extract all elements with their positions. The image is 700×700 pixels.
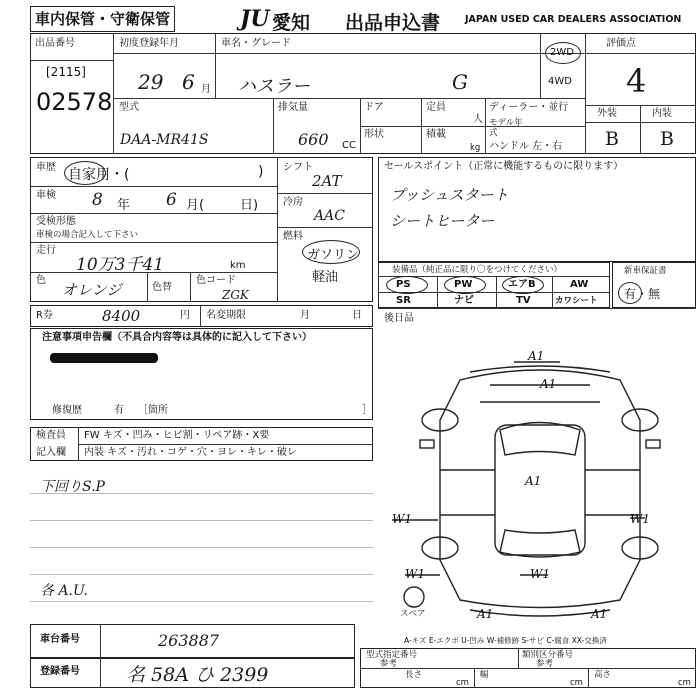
org-name: 愛知	[272, 12, 311, 34]
year-unit: 年	[117, 198, 131, 213]
kg-unit: kg	[470, 143, 481, 153]
storage-tag: 車内保管・守衛保管	[30, 6, 175, 32]
selling-point-1: プッシュスタート	[390, 186, 509, 204]
fuel-alt: 軽油	[312, 270, 339, 285]
color-code-label: 色コード	[196, 275, 236, 286]
grade-value: G	[452, 70, 468, 94]
name-label: 車名・グレード	[221, 38, 291, 49]
rear-label: 後日品	[384, 313, 414, 324]
day-close: 日)	[240, 198, 259, 213]
first-reg-label: 初度登録年月	[119, 38, 179, 49]
exterior-label: 外装	[597, 108, 617, 119]
dealer-label: ディーラー・並行	[489, 102, 569, 113]
inspector-note-1: 下回りS.P	[40, 479, 105, 495]
model-label: 型式	[119, 102, 139, 113]
model-cert-label: 型式指定番号	[366, 650, 418, 660]
name-value: ハスラー	[238, 76, 310, 97]
shift-value: 2AT	[312, 172, 342, 190]
transfer-month: 月	[300, 310, 310, 321]
form-title: 出品申込書	[345, 12, 441, 34]
capacity-label: 定員	[426, 102, 446, 113]
reg-value: 名 58A ひ 2399	[126, 664, 269, 686]
accept-label: 受検形態	[36, 216, 76, 227]
damage-mark: W1	[530, 567, 550, 581]
interior-value: B	[660, 128, 674, 150]
class-label: 類別区分番号	[522, 650, 574, 660]
fuel-value: ガソリン	[307, 248, 360, 263]
repair-place: ［箇所	[138, 405, 168, 416]
inspector-fw-row: FW キズ・凹み・ヒビ割・リペア跡・X要	[84, 430, 270, 441]
repair-label: 修復歴	[52, 405, 82, 416]
equip-airbag: エアB	[508, 279, 536, 290]
inspection-year: 8	[92, 190, 103, 210]
repair-value: 有	[114, 405, 124, 416]
transfer-day: 日	[352, 310, 362, 321]
ju-logo: JU	[240, 6, 270, 32]
cc-unit: CC	[342, 140, 356, 151]
damage-mark: W1	[630, 512, 650, 526]
equip-ps: PS	[396, 279, 411, 290]
color-label: 色	[36, 275, 46, 286]
spare-label: スペア	[400, 609, 426, 619]
equip-sr: SR	[396, 295, 411, 306]
drive-2wd: 2WD	[550, 47, 574, 58]
selling-point-2: シートヒーター	[390, 212, 495, 230]
lot-label: 出品番号	[35, 38, 75, 49]
door-label: ドア	[364, 102, 384, 113]
length-label: 長さ	[405, 670, 423, 680]
inspection-month: 6	[166, 190, 177, 210]
inspector-label2: 記入欄	[36, 447, 66, 458]
height-label: 高さ	[594, 670, 612, 680]
first-reg-month: 6	[182, 70, 195, 94]
notices-label: 注意事項申告欄（不具合内容等は具体的に記入して下さい）	[42, 332, 312, 343]
mileage-label: 走行	[36, 245, 56, 256]
score-value: 4	[626, 62, 647, 100]
color-value: オレンジ	[62, 281, 122, 299]
shape-label: 形状	[364, 129, 384, 140]
width-label: 幅	[480, 670, 489, 680]
first-reg-year: 29	[138, 70, 164, 94]
warranty-value: 有・無	[624, 287, 661, 301]
load-label: 積載	[426, 129, 446, 140]
repair-close: ］	[362, 405, 372, 416]
yen-unit: 円	[180, 310, 190, 321]
recycle-label: R券	[36, 310, 53, 321]
accept-note: 車検の場合記入して下さい	[36, 230, 139, 240]
model-cert-ref: 参考	[380, 659, 398, 669]
selling-points-label: セールスポイント（正常に機能するものに限ります）	[384, 161, 624, 172]
model-year-label: モデル年式	[489, 118, 523, 138]
width-unit: cm	[570, 678, 583, 688]
color-change-label: 色替	[152, 282, 172, 293]
displacement-label: 排気量	[278, 102, 308, 113]
recycle-value: 8400	[102, 307, 141, 325]
equip-navi: ナビ	[454, 295, 474, 306]
lot-sub: [2115]	[46, 65, 86, 79]
damage-mark: A1	[540, 377, 557, 391]
damage-mark: A1	[477, 607, 494, 621]
inspector-label: 検査員	[36, 430, 66, 441]
history-close: )	[258, 164, 264, 180]
km-unit: km	[230, 260, 246, 271]
aircon-value: AAC	[314, 208, 345, 224]
month-unit: 月	[201, 84, 211, 95]
handle-label: ハンドル 左・右	[489, 141, 563, 152]
damage-mark: W1	[392, 512, 412, 526]
height-unit: cm	[678, 678, 691, 688]
equip-pw: PW	[454, 279, 473, 290]
mileage-value: 10万3千41	[76, 255, 165, 275]
inspection-label: 車検	[36, 190, 56, 201]
damage-mark: A1	[528, 349, 545, 363]
color-code-value: ZGK	[222, 288, 249, 302]
inspector-interior-row: 内装 キズ・汚れ・コゲ・穴・ヨレ・キレ・破レ	[84, 447, 297, 458]
shift-label: シフト	[283, 162, 313, 173]
class-ref: 参考	[536, 659, 554, 669]
warranty-label: 新車保証書	[624, 266, 667, 276]
interior-label: 内装	[652, 108, 672, 119]
fuel-label: 燃料	[283, 231, 303, 242]
damage-mark: W1	[405, 567, 425, 581]
aircon-label: 冷房	[283, 197, 303, 208]
chassis-label: 車台番号	[40, 634, 80, 645]
equip-seat: カワシート	[555, 296, 598, 306]
model-value: DAA-MR41S	[120, 132, 209, 148]
length-unit: cm	[456, 678, 469, 688]
score-label: 評価点	[606, 38, 636, 49]
month-day: 月(	[186, 198, 205, 213]
damage-mark: A1	[525, 474, 542, 488]
exterior-value: B	[605, 128, 619, 150]
reg-label: 登録番号	[40, 666, 80, 677]
chassis-value: 263887	[158, 631, 220, 650]
lot-number: 02578	[36, 88, 113, 116]
equip-aw: AW	[570, 279, 589, 290]
damage-mark: A1	[591, 607, 608, 621]
history-value: 自家用・(	[68, 167, 130, 183]
equip-tv: TV	[516, 295, 531, 306]
drive-4wd: 4WD	[548, 76, 572, 87]
displacement-value: 660	[298, 130, 329, 149]
history-label: 車歴	[36, 162, 56, 173]
person-unit: 人	[473, 114, 483, 125]
transfer-label: 名変期限	[206, 310, 246, 321]
equipment-label: 装備品（純正品に限り〇をつけてください）	[392, 265, 563, 275]
diagram-legend: A-キズ E-エクボ U-凹み W-補修跡 S-サビ C-腐食 XX-交換済	[404, 636, 607, 645]
inspector-note-2: 各 A.U.	[40, 583, 88, 599]
association-name: JAPAN USED CAR DEALERS ASSOCIATION	[465, 14, 682, 25]
